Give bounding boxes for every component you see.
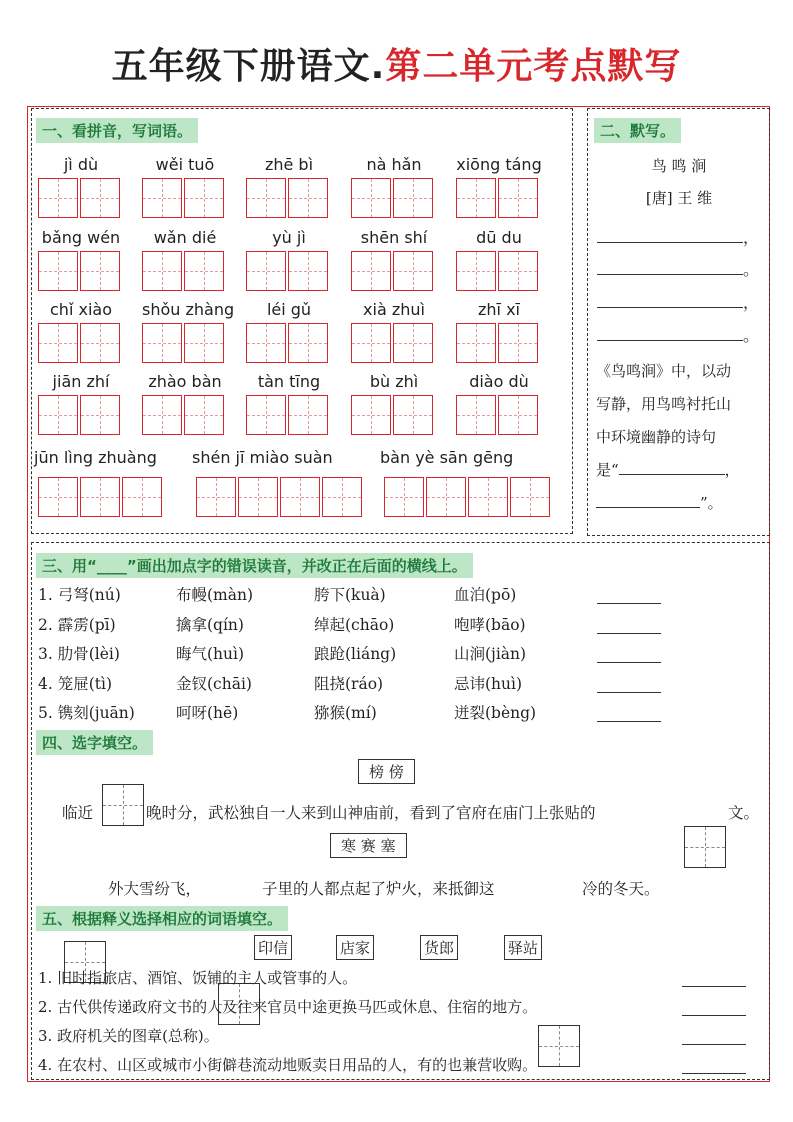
pronunciation-item: 猕猴(mí) <box>314 704 377 722</box>
pinyin-label: xià zhuì <box>363 300 425 319</box>
word-choice: 货郎 <box>420 935 458 960</box>
writing-box[interactable] <box>456 323 496 363</box>
pinyin-label: xiōng táng <box>456 155 542 174</box>
writing-box[interactable] <box>498 178 538 218</box>
definition-item: 2. 古代供传递政府文书的人及往来官员中途更换马匹或休息、住宿的地方。 <box>38 998 538 1016</box>
writing-box[interactable] <box>80 251 120 291</box>
poem-title: 鸟 鸣 涧 <box>651 157 707 175</box>
writing-box[interactable] <box>384 477 424 517</box>
sentence-1-c: 文。 <box>728 804 760 822</box>
title-red: 第二单元考点默写 <box>385 46 682 87</box>
writing-boxes[interactable] <box>456 251 540 291</box>
writing-box[interactable] <box>498 251 538 291</box>
writing-box[interactable] <box>288 323 328 363</box>
pronunciation-item: 金钗(chāi) <box>176 674 252 693</box>
sentence-2-c: 冷的冬天。 <box>582 880 660 898</box>
pronunciation-item: 4. 笼屉(tì) <box>38 674 112 693</box>
pronunciation-item: 绰起(chāo) <box>314 615 395 634</box>
definition-item: 4. 在农村、山区或城市小街僻巷流动地贩卖日用品的人，有的也兼营收购。 <box>38 1056 538 1074</box>
poem-line-4: 。 <box>597 323 759 346</box>
writing-boxes[interactable] <box>38 395 122 435</box>
writing-boxes[interactable] <box>456 323 540 363</box>
pinyin-label: zhào bàn <box>148 372 222 391</box>
pinyin-label: zhī xī <box>478 300 520 319</box>
pronunciation-item: 2. 霹雳(pī) <box>38 615 116 634</box>
answer-line[interactable] <box>597 661 661 663</box>
writing-box[interactable] <box>80 323 120 363</box>
writing-boxes[interactable] <box>456 178 540 218</box>
pinyin-label: wǎn dié <box>153 228 217 247</box>
fill-box-5[interactable] <box>538 1025 580 1067</box>
writing-boxes[interactable] <box>246 251 330 291</box>
writing-boxes[interactable] <box>351 323 435 363</box>
writing-box[interactable] <box>498 395 538 435</box>
writing-boxes[interactable] <box>456 395 540 435</box>
writing-box[interactable] <box>196 477 236 517</box>
writing-boxes[interactable] <box>196 477 364 517</box>
writing-boxes[interactable] <box>38 477 164 517</box>
fill-box-1[interactable] <box>102 784 144 826</box>
pronunciation-item: 3. 肋骨(lèi) <box>38 645 120 663</box>
poem-line-2: 。 <box>597 257 759 280</box>
pinyin-label: bǎng wén <box>41 228 121 247</box>
writing-box[interactable] <box>38 395 78 435</box>
pronunciation-item: 山涧(jiàn) <box>454 645 527 663</box>
writing-boxes[interactable] <box>38 251 122 291</box>
writing-box[interactable] <box>456 251 496 291</box>
writing-boxes[interactable] <box>142 178 226 218</box>
section5-header: 五、根据释义选择相应的词语填空。 <box>36 906 288 931</box>
writing-boxes[interactable] <box>351 251 435 291</box>
pinyin-label: shǒu zhàng <box>142 300 235 319</box>
poem-line-1: ， <box>597 225 759 248</box>
writing-box[interactable] <box>38 477 78 517</box>
pronunciation-item: 忌讳(huì) <box>454 674 523 693</box>
pronunciation-item: 呵呀(hē) <box>176 704 239 722</box>
writing-box[interactable] <box>280 477 320 517</box>
word-choice: 店家 <box>336 935 374 960</box>
writing-boxes[interactable] <box>351 178 435 218</box>
pinyin-label: wěi tuō <box>155 155 215 174</box>
sentence-1-b: 晚时分，武松独自一人来到山神庙前，看到了官府在庙门上张贴的 <box>146 804 596 822</box>
writing-box[interactable] <box>38 251 78 291</box>
writing-boxes[interactable] <box>384 477 552 517</box>
pinyin-label: bù zhì <box>369 372 419 391</box>
pinyin-label: tàn tīng <box>257 372 321 391</box>
pinyin-label: zhē bì <box>264 155 314 174</box>
writing-box[interactable] <box>80 477 120 517</box>
pronunciation-item: 踉跄(liáng) <box>314 645 397 663</box>
answer-line[interactable] <box>682 1072 746 1074</box>
sentence-1-a: 临近 <box>62 804 94 822</box>
writing-box[interactable] <box>322 477 362 517</box>
writing-box[interactable] <box>38 323 78 363</box>
pinyin-label: dū du <box>476 228 522 247</box>
word-choice: 驿站 <box>504 935 542 960</box>
pinyin-label: jiān zhí <box>52 372 110 391</box>
writing-box[interactable] <box>184 395 224 435</box>
pronunciation-item: 1. 弓弩(nú) <box>38 586 121 604</box>
answer-line[interactable] <box>597 691 661 693</box>
writing-box[interactable] <box>246 395 286 435</box>
pinyin-label: léi gǔ <box>266 300 312 319</box>
choice-group-2: 寒 赛 塞 <box>330 833 407 858</box>
writing-box[interactable] <box>184 178 224 218</box>
writing-box[interactable] <box>426 477 466 517</box>
writing-box[interactable] <box>351 395 391 435</box>
pinyin-label: jūn lìng zhuàng <box>34 448 157 467</box>
sentence-2-b: 子里的人都点起了炉火，来抵御这 <box>262 880 495 898</box>
writing-box[interactable] <box>288 178 328 218</box>
pronunciation-item: 布幔(màn) <box>176 586 254 604</box>
writing-box[interactable] <box>351 178 391 218</box>
writing-boxes[interactable] <box>142 251 226 291</box>
writing-box[interactable] <box>184 323 224 363</box>
poem-question: 《鸟鸣涧》中，以动 写静，用鸟鸣衬托山 中环境幽静的诗句 是“ ， ”。 <box>596 362 740 512</box>
writing-box[interactable] <box>468 477 508 517</box>
title-black: 五年级下册语文. <box>111 46 386 87</box>
writing-boxes[interactable] <box>351 395 435 435</box>
pronunciation-item: 5. 镌刻(juān) <box>38 704 135 722</box>
writing-box[interactable] <box>142 251 182 291</box>
writing-boxes[interactable] <box>38 323 122 363</box>
choice-group-1: 榜 傍 <box>358 759 415 784</box>
poem-author: [唐] 王 维 <box>645 189 713 207</box>
answer-line[interactable] <box>682 1014 746 1016</box>
writing-box[interactable] <box>456 395 496 435</box>
writing-boxes[interactable] <box>142 395 226 435</box>
writing-box[interactable] <box>456 178 496 218</box>
writing-box[interactable] <box>238 477 278 517</box>
answer-line[interactable] <box>682 985 746 987</box>
writing-boxes[interactable] <box>246 323 330 363</box>
pinyin-label: nà hǎn <box>366 155 422 174</box>
writing-box[interactable] <box>246 323 286 363</box>
writing-box[interactable] <box>246 178 286 218</box>
writing-box[interactable] <box>510 477 550 517</box>
writing-boxes[interactable] <box>246 178 330 218</box>
writing-box[interactable] <box>288 395 328 435</box>
pinyin-label: jì dù <box>63 155 99 174</box>
writing-box[interactable] <box>498 323 538 363</box>
writing-box[interactable] <box>142 323 182 363</box>
writing-boxes[interactable] <box>142 323 226 363</box>
definition-item: 3. 政府机关的图章(总称)。 <box>38 1027 219 1045</box>
writing-box[interactable] <box>393 178 433 218</box>
writing-box[interactable] <box>393 323 433 363</box>
pinyin-label: diào dù <box>469 372 529 391</box>
writing-boxes[interactable] <box>38 178 122 218</box>
writing-box[interactable] <box>38 178 78 218</box>
writing-box[interactable] <box>246 251 286 291</box>
pinyin-label: bàn yè sān gēng <box>380 448 514 467</box>
pronunciation-item: 擒拿(qín) <box>176 615 244 634</box>
answer-line[interactable] <box>682 1043 746 1045</box>
pinyin-label: chǐ xiào <box>50 300 112 319</box>
pronunciation-item: 胯下(kuà) <box>314 586 386 604</box>
writing-box[interactable] <box>80 395 120 435</box>
writing-box[interactable] <box>142 178 182 218</box>
writing-box[interactable] <box>351 323 391 363</box>
writing-box[interactable] <box>288 251 328 291</box>
answer-line[interactable] <box>597 632 661 634</box>
pronunciation-item: 迸裂(bèng) <box>454 704 537 722</box>
section3-header: 三、用“____”画出加点字的错误读音，并改正在后面的横线上。 <box>36 553 473 578</box>
writing-box[interactable] <box>184 251 224 291</box>
writing-box[interactable] <box>80 178 120 218</box>
pronunciation-item: 咆哮(bāo) <box>454 615 526 634</box>
pronunciation-item: 血泊(pō) <box>454 586 517 604</box>
pronunciation-item: 晦气(huì) <box>176 645 245 663</box>
definition-item: 1. 旧时指旅店、酒馆、饭铺的主人或管事的人。 <box>38 969 358 987</box>
pronunciation-item: 阻挠(ráo) <box>314 674 384 693</box>
pinyin-label: shēn shí <box>360 228 428 247</box>
writing-box[interactable] <box>142 395 182 435</box>
writing-box[interactable] <box>393 251 433 291</box>
word-choice: 印信 <box>254 935 292 960</box>
poem-line-3: ， <box>597 290 759 313</box>
pinyin-label: yù jì <box>272 228 306 247</box>
section4-header: 四、选字填空。 <box>36 730 153 755</box>
writing-box[interactable] <box>351 251 391 291</box>
sentence-2-a: 外大雪纷飞， <box>108 880 202 898</box>
writing-box[interactable] <box>393 395 433 435</box>
answer-line[interactable] <box>597 720 661 722</box>
writing-boxes[interactable] <box>246 395 330 435</box>
answer-line[interactable] <box>597 602 661 604</box>
writing-box[interactable] <box>122 477 162 517</box>
fill-box-2[interactable] <box>684 826 726 868</box>
section2-header: 二、默写。 <box>594 118 681 143</box>
pinyin-label: shén jī miào suàn <box>192 448 333 467</box>
page-title <box>0 38 793 89</box>
section1-header: 一、看拼音，写词语。 <box>36 118 198 143</box>
